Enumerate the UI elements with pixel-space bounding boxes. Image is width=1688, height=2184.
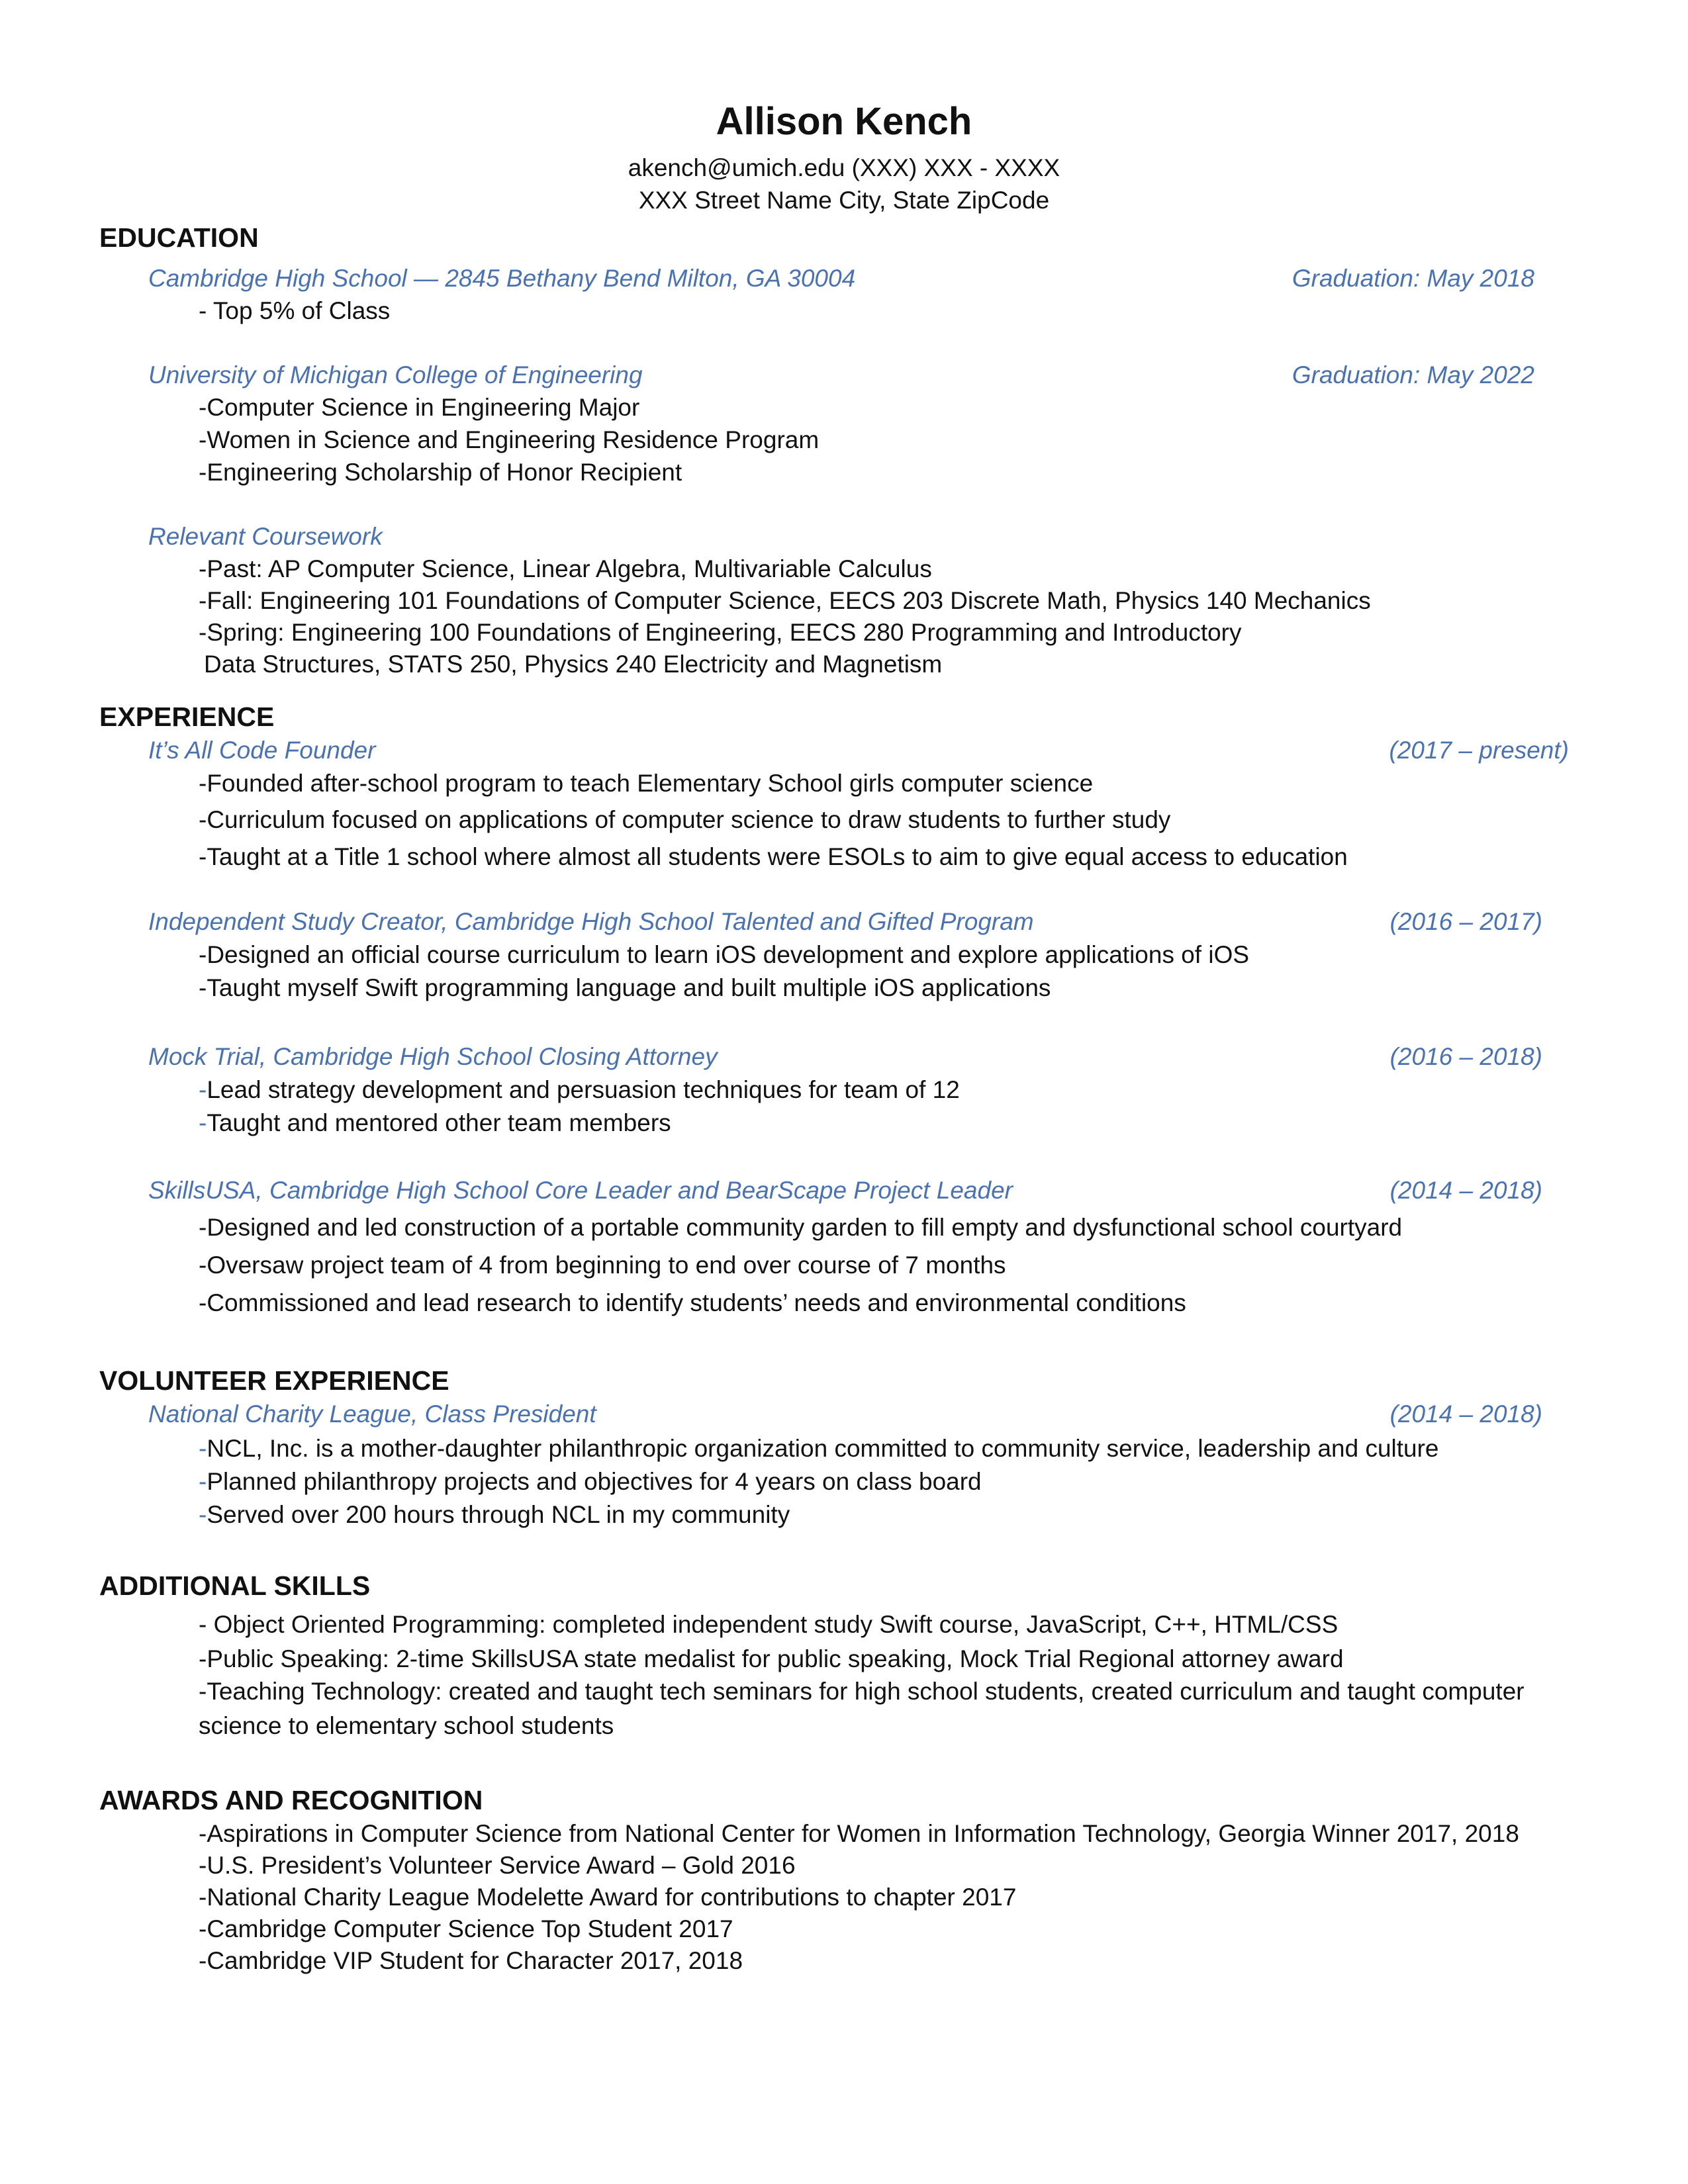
education-coursework-bullet: Data Structures, STATS 250, Physics 240 Electricity and Magnetism bbox=[204, 651, 943, 678]
experience-job4-bullet: -Designed and led construction of a portable community garden to fill empty and dysfunctional school courtyard bbox=[199, 1214, 1403, 1241]
volunteer-job1-title: National Charity League, Class President bbox=[148, 1400, 596, 1428]
experience-job3-bullet: -Lead strategy development and persuasion techniques for team of 12 bbox=[199, 1076, 960, 1103]
experience-job3-bullet: -Taught and mentored other team members bbox=[199, 1109, 671, 1136]
section-heading-volunteer: VOLUNTEER EXPERIENCE bbox=[99, 1365, 449, 1396]
education-coursework-title: Relevant Coursework bbox=[148, 523, 383, 550]
education-coursework-bullet: -Fall: Engineering 101 Foundations of Computer Science, EECS 203 Discrete Math, Physics 140 Mechanics bbox=[199, 587, 1371, 614]
skills-bullet: - Object Oriented Programming: completed independent study Swift course, JavaScript, C++, HTML/CSS bbox=[199, 1611, 1338, 1638]
experience-job2-bullet: -Taught myself Swift programming language and built multiple iOS applications bbox=[199, 974, 1051, 1001]
experience-job1-bullet: -Founded after-school program to teach Elementary School girls computer science bbox=[199, 770, 1094, 797]
education-school2-date: Graduation: May 2022 bbox=[1291, 361, 1534, 388]
education-school1-date: Graduation: May 2018 bbox=[1291, 265, 1534, 292]
awards-bullet: -National Charity League Modelette Award for contributions to chapter 2017 bbox=[199, 1884, 1017, 1911]
experience-job1-bullet: -Curriculum focused on applications of computer science to draw students to further study bbox=[199, 806, 1171, 833]
experience-job1-bullet: -Taught at a Title 1 school where almost all students were ESOLs to aim to give equal access to education bbox=[199, 843, 1348, 870]
contact-address: XXX Street Name City, State ZipCode bbox=[638, 187, 1050, 214]
experience-job2-date: (2016 – 2017) bbox=[1389, 908, 1542, 935]
skills-bullet: -Public Speaking: 2-time SkillsUSA state medalist for public speaking, Mock Trial Regional attorney award bbox=[199, 1645, 1344, 1672]
skills-bullet: -Teaching Technology: created and taught tech seminars for high school students, created curriculum and taught computer science to elementary school students bbox=[199, 1678, 1524, 1739]
education-school1-title: Cambridge High School — 2845 Bethany Bend Milton, GA 30004 bbox=[148, 265, 856, 292]
awards-bullet: -Cambridge Computer Science Top Student 2017 bbox=[199, 1915, 733, 1942]
volunteer-job1-bullet: -NCL, Inc. is a mother-daughter philanthropic organization committed to community service, leadership and culture bbox=[199, 1435, 1439, 1462]
education-school2-bullet: -Computer Science in Engineering Major bbox=[199, 394, 640, 421]
volunteer-job1-bullet: -Served over 200 hours through NCL in my community bbox=[199, 1501, 790, 1528]
volunteer-job1-date: (2014 – 2018) bbox=[1389, 1400, 1542, 1428]
education-school1-bullet: - Top 5% of Class bbox=[199, 297, 391, 324]
awards-bullet: -Aspirations in Computer Science from National Center for Women in Information Technology, Georgia Winner 2017, 2018 bbox=[199, 1820, 1519, 1847]
education-school2-bullet: -Engineering Scholarship of Honor Recipient bbox=[199, 459, 682, 486]
resume-name: Allison Kench bbox=[716, 100, 972, 143]
experience-job3-title: Mock Trial, Cambridge High School Closing Attorney bbox=[148, 1043, 718, 1070]
experience-job1-title: It’s All Code Founder bbox=[148, 737, 376, 764]
education-coursework-bullet: -Spring: Engineering 100 Foundations of Engineering, EECS 280 Programming and Introductory bbox=[199, 619, 1242, 646]
contact-email-phone: akench@umich.edu (XXX) XXX - XXXX bbox=[628, 154, 1060, 181]
experience-job4-bullet: -Commissioned and lead research to identify students’ needs and environmental conditions bbox=[199, 1289, 1186, 1316]
awards-bullet: -U.S. President’s Volunteer Service Award – Gold 2016 bbox=[199, 1852, 796, 1879]
experience-job2-bullet: -Designed an official course curriculum to learn iOS development and explore applications of iOS bbox=[199, 941, 1250, 968]
volunteer-job1-bullet: -Planned philanthropy projects and objectives for 4 years on class board bbox=[199, 1468, 982, 1495]
experience-job4-title: SkillsUSA, Cambridge High School Core Leader and BearScape Project Leader bbox=[148, 1177, 1013, 1204]
education-school2-title: University of Michigan College of Engineering bbox=[148, 361, 643, 388]
experience-job4-bullet: -Oversaw project team of 4 from beginning to end over course of 7 months bbox=[199, 1251, 1006, 1279]
experience-job1-date: (2017 – present) bbox=[1389, 737, 1569, 764]
section-heading-skills: ADDITIONAL SKILLS bbox=[99, 1570, 371, 1601]
education-coursework-bullet: -Past: AP Computer Science, Linear Algebra, Multivariable Calculus bbox=[199, 555, 932, 582]
education-school2-bullet: -Women in Science and Engineering Residence Program bbox=[199, 426, 820, 453]
experience-job4-date: (2014 – 2018) bbox=[1389, 1177, 1542, 1204]
awards-bullet: -Cambridge VIP Student for Character 2017, 2018 bbox=[199, 1947, 743, 1974]
experience-job3-date: (2016 – 2018) bbox=[1389, 1043, 1542, 1070]
section-heading-education: EDUCATION bbox=[99, 222, 259, 253]
section-heading-experience: EXPERIENCE bbox=[99, 702, 275, 732]
experience-job2-title: Independent Study Creator, Cambridge High School Talented and Gifted Program bbox=[148, 908, 1034, 935]
section-heading-awards: AWARDS AND RECOGNITION bbox=[99, 1785, 483, 1815]
